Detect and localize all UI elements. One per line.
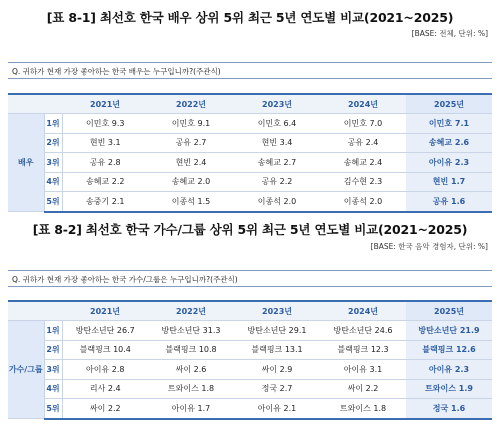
table1-year-header: 2022년	[148, 94, 234, 114]
table2-year-header: 2022년	[148, 301, 234, 321]
table-cell: 정국 2.7	[234, 379, 320, 399]
table-row	[8, 340, 492, 360]
rank-label: 2위	[44, 340, 62, 360]
table1-base-note: [BASE: 전체, 단위: %]	[411, 29, 488, 38]
table2-year-header: 2025년	[406, 301, 492, 321]
table-cell: 방탄소년단 24.6	[320, 321, 406, 341]
table-cell: 블랙핑크 13.1	[234, 340, 320, 360]
table2-title: [표 8-2] 최선호 한국 가수/그룹 상위 5위 최근 5년 연도별 비교(2021~2025)	[32, 222, 468, 237]
table-cell: 트와이스 1.9	[406, 379, 492, 399]
table-cell: 현빈 1.7	[406, 172, 492, 192]
table2-year-header: 2024년	[320, 301, 406, 321]
table1-group-label: 배우	[8, 114, 44, 212]
table-cell: 블랙핑크 10.4	[62, 340, 148, 360]
table2-singer-ranking	[8, 300, 492, 420]
table-cell: 블랙핑크 10.8	[148, 340, 234, 360]
table-row	[8, 114, 492, 134]
table-cell: 이종석 2.0	[320, 192, 406, 212]
table-row	[8, 192, 492, 212]
table-cell: 방탄소년단 21.9	[406, 321, 492, 341]
table-row	[8, 133, 492, 153]
table-cell: 트와이스 1.8	[148, 379, 234, 399]
table-cell: 트와이스 1.8	[320, 399, 406, 419]
table-cell: 이민호 7.1	[406, 114, 492, 134]
table-cell: 이민호 9.1	[148, 114, 234, 134]
table-cell: 아이유 1.7	[148, 399, 234, 419]
table-cell: 아이유 3.1	[320, 360, 406, 380]
table-cell: 리사 2.4	[62, 379, 148, 399]
table1-header-blank	[8, 94, 62, 114]
table-cell: 이민호 9.3	[62, 114, 148, 134]
rank-label: 1위	[44, 321, 62, 341]
table-cell: 블랙핑크 12.3	[320, 340, 406, 360]
table-cell: 싸이 2.9	[234, 360, 320, 380]
table-row	[8, 153, 492, 173]
rank-label: 5위	[44, 192, 62, 212]
table-cell: 공유 2.8	[62, 153, 148, 173]
table2-header-blank	[8, 301, 62, 321]
table-cell: 아이유 2.3	[406, 153, 492, 173]
table2-year-header: 2023년	[234, 301, 320, 321]
table-cell: 방탄소년단 31.3	[148, 321, 234, 341]
table-cell: 이민호 7.0	[320, 114, 406, 134]
table2-year-header: 2021년	[62, 301, 148, 321]
table1-year-header: 2021년	[62, 94, 148, 114]
table-cell: 송혜교 2.6	[406, 133, 492, 153]
table-cell: 이민호 6.4	[234, 114, 320, 134]
table1-year-header: 2023년	[234, 94, 320, 114]
table-cell: 아이유 2.1	[234, 399, 320, 419]
table-cell: 이종석 2.0	[234, 192, 320, 212]
table-cell: 아이유 2.3	[406, 360, 492, 380]
table1-year-header: 2024년	[320, 94, 406, 114]
table-cell: 아이유 2.8	[62, 360, 148, 380]
table-cell: 송혜교 2.0	[148, 172, 234, 192]
rank-label: 1위	[44, 114, 62, 134]
rank-label: 3위	[44, 360, 62, 380]
table-cell: 현빈 3.1	[62, 133, 148, 153]
table-cell: 공유 2.7	[148, 133, 234, 153]
table-cell: 블랙핑크 12.6	[406, 340, 492, 360]
table-cell: 공유 1.6	[406, 192, 492, 212]
table-cell: 김수현 2.3	[320, 172, 406, 192]
table-cell: 싸이 2.2	[320, 379, 406, 399]
table2-question: Q. 귀하가 현재 가장 좋아하는 한국 가수/그룹은 누구입니까?(주관식)	[8, 270, 492, 287]
rank-label: 4위	[44, 172, 62, 192]
table-row	[8, 379, 492, 399]
table-cell: 송혜교 2.7	[234, 153, 320, 173]
table1-header-row	[8, 94, 492, 114]
table-row	[8, 321, 492, 341]
table1-actor-ranking	[8, 93, 492, 213]
table-cell: 공유 2.4	[320, 133, 406, 153]
table-cell: 싸이 2.6	[148, 360, 234, 380]
rank-label: 2위	[44, 133, 62, 153]
table-cell: 송혜교 2.4	[320, 153, 406, 173]
table2-base-note: [BASE: 한국 음악 경험자, 단위: %]	[370, 242, 488, 251]
table-cell: 현빈 3.4	[234, 133, 320, 153]
table-cell: 방탄소년단 26.7	[62, 321, 148, 341]
table-row	[8, 172, 492, 192]
table-cell: 송혜교 2.2	[62, 172, 148, 192]
table-cell: 정국 1.6	[406, 399, 492, 419]
table1-title: [표 8-1] 최선호 한국 배우 상위 5위 최근 5년 연도별 비교(2021~2025)	[46, 10, 454, 25]
table-cell: 이종석 1.5	[148, 192, 234, 212]
rank-label: 3위	[44, 153, 62, 173]
table1-year-header: 2025년	[406, 94, 492, 114]
table-row	[8, 399, 492, 419]
table-cell: 방탄소년단 29.1	[234, 321, 320, 341]
table-cell: 현빈 2.4	[148, 153, 234, 173]
table1-question: Q. 귀하가 현재 가장 좋아하는 한국 배우는 누구입니까?(주관식)	[8, 62, 492, 79]
table-cell: 공유 2.2	[234, 172, 320, 192]
table-cell: 싸이 2.2	[62, 399, 148, 419]
table2-header-row	[8, 301, 492, 321]
table-cell: 송중기 2.1	[62, 192, 148, 212]
rank-label: 5위	[44, 399, 62, 419]
table-row	[8, 360, 492, 380]
table2-group-label: 가수/그룹	[8, 321, 44, 419]
rank-label: 4위	[44, 379, 62, 399]
